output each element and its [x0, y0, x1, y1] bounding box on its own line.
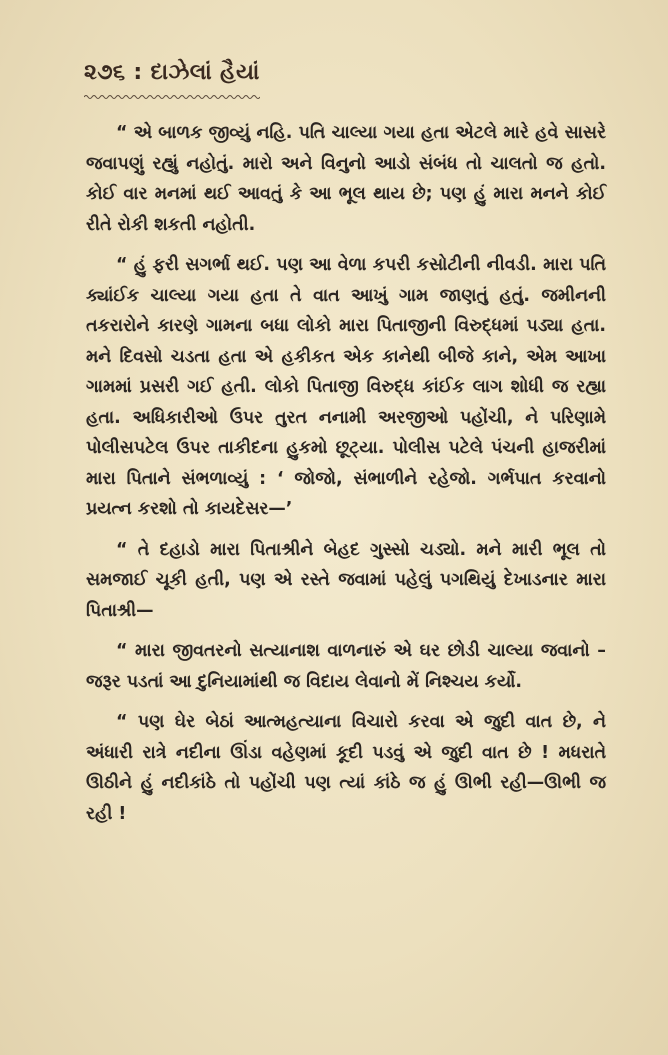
- body-text: [86, 110, 606, 839]
- paragraph-2: “ હું ફરી સગર્ભા થઈ. પણ આ વેળા કપરી કસોટીની નીવડી. મારા પતિ ક્યાંઈક ચાલ્યા ગયા હતા તે વાત આખું ગામ જાણતું હતું. જમીનની તકરારોને કારણે ગામના બધા લોકો મારા પિતાજીની વિરુદ્ધમાં પડ્યા હતા. મને દિવસો ચડતા હતા એ હકીકત એક કાનેથી બીજે કાને, એમ આખા ગામમાં પ્રસરી ગઈ હતી. લોકો પિતાજી વિરુદ્ધ કાંઈક લાગ શોધી જ રહ્યા હતા. અધિકારીઓ ઉપર તુરત નનામી અરજીઓ પહોંચી, ને પરિણામે પોલીસપટેલ ઉપર તાકીદના હુકમો છૂટ્યા. પોલીસ પટેલે પંચની હાજરીમાં મારા પિતાને સંભળાવ્યું : ‘ જોજો, સંભાળીને રહેજો. ગર્ભપાત કરવાનો પ્રયત્ન કરશો તો કાયદેસર—’: [86, 255, 606, 519]
- running-title: ૨૭૬ : દાઝેલાં હૈયાં: [84, 60, 260, 85]
- paragraph-4: “ મારા જીવતરનો સત્યાનાશ વાળનારું એ ઘર છોડી ચાલ્યા જવાનો – જરૂર પડતાં આ દુનિયામાંથી જ વિદાય લેવાનો મેં નિશ્ચય કર્યો.: [86, 641, 606, 692]
- paragraph-3: “ તે દહાડો મારા પિતાશ્રીને બેહદ ગુસ્સો ચડ્યો. મને મારી ભૂલ તો સમજાઈ ચૂકી હતી, પણ એ રસ્તે જવામાં પહેલું પગથિયું દેખાડનાર મારા પિતાશ્રી—: [86, 539, 606, 621]
- paragraph-5: “ પણ ઘેર બેઠાં આત્મહત્યાના વિચારો કરવા એ જુદી વાત છે, ને અંધારી રાત્રે નદીના ઊંડા વહેણમાં કૂદી પડવું એ જુદી વાત છે ! મધરાતે ઊઠીને હું નદીકાંઠે તો પહોંચી પણ ત્યાં કાંઠે જ હું ઊભી રહી—ઊભી જ રહી !: [86, 712, 606, 824]
- decorative-wavy-rule: [84, 94, 260, 100]
- page-header: [84, 60, 384, 104]
- paragraph-1: “ એ બાળક જીવ્યું નહિ. પતિ ચાલ્યા ગયા હતા એટલે મારે હવે સાસરે જવાપણું રહ્યું નહોતું. મારો અને વિનુનો આડો સંબંધ તો ચાલતો જ હતો. કોઈ વાર મનમાં થઈ આવતું કે આ ભૂલ થાય છે; પણ હું મારા મનને કોઈ રીતે રોકી શકતી નહોતી.: [86, 123, 606, 235]
